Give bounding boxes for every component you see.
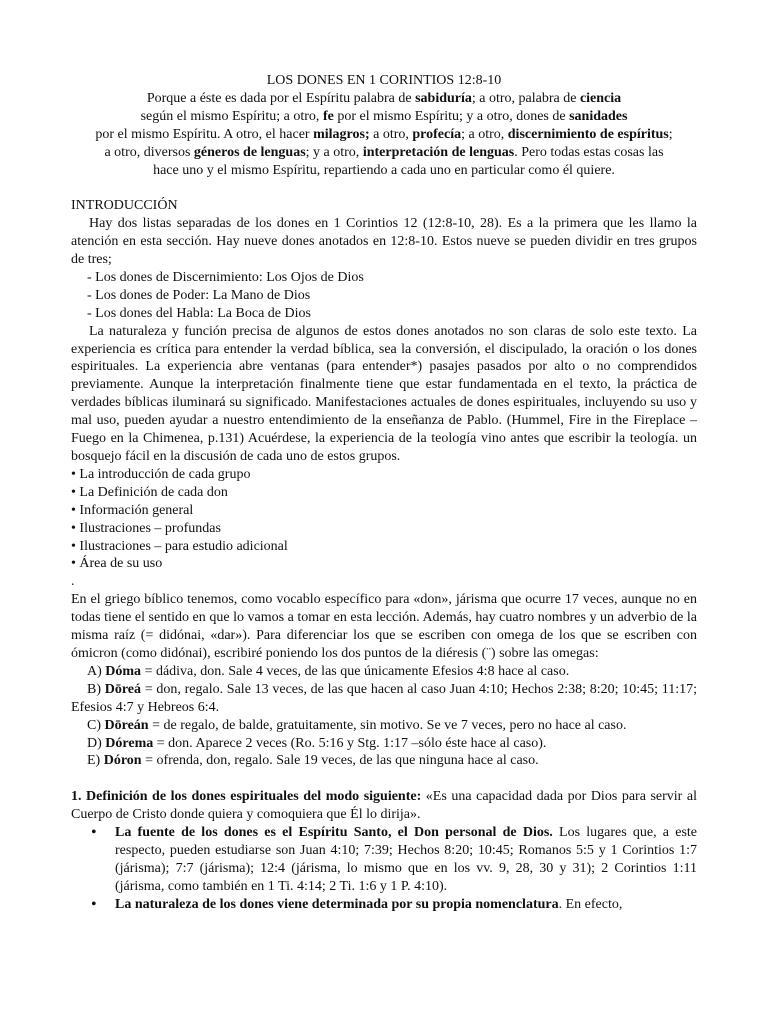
greek-terms-list — [71, 663, 697, 770]
spacer — [71, 770, 697, 788]
verse-bold-term: sanidades — [569, 108, 628, 124]
bullet-bold: La naturaleza de los dones viene determinada por su propia nomenclatura — [115, 896, 559, 912]
term-word: Dōreá — [104, 681, 142, 697]
intro-paragraph-2: La naturaleza y función precisa de algunos de estos dones anotados no son claras de solo este texto. La experiencia es crítica para entender la verdad bíblica, sea la conversión, el discipulado, la oración o los dones espirituales. La experiencia abre ventanas (para entender*) pasajes pasados por alto o no comprendidos previamente. Aunque la interpretación finalmente tiene que estar fundamentada en el texto, la práctica de verdades bíblicas iluminará su significado. Manifestaciones actuales de dones espirituales, incluyendo su uso y mal uso, pueden ayudar a nuestro entendimiento de la enseñanza de Pablo. (Hummel, Fire in the Fireplace – Fuego en la Chimenea, p.131) Acuérdese, la experiencia de la teología vino antes que escribir la teología. un bosquejo fácil en la discusión de cada uno de estos grupos. — [71, 323, 697, 465]
term-letter: E) — [87, 753, 104, 769]
term-definition: = ofrenda, don, regalo. Sale 19 veces, de las que ninguna hace al caso. — [141, 753, 539, 769]
greek-term-item — [71, 717, 697, 735]
bullet-text: Los lugares que, a este respecto, pueden estudiarse son Juan 4:10; 7:39; Hechos 8:20; 10:45; Romanos 5:5 y 1 Corintios 1:7 (járisma); 7:7 (járisma); 12:4 (járisma, lo mismo que en los vv. 9, 28, 30 y 31); 2 Corintios 1:11 (járisma, como también en 1 Ti. 4:14; 2 Ti. 1:6 y 1 P. 4:10). — [115, 825, 697, 894]
outline-list — [71, 466, 697, 573]
verse-line: por el mismo Espíritu. A otro, el hacer milagros; a otro, profecía; a otro, discernimiento de espíritus; — [95, 126, 673, 142]
intro-heading: INTRODUCCIÓN — [71, 198, 178, 214]
outline-item: • La introducción de cada grupo — [71, 466, 251, 482]
term-word: Dóron — [103, 753, 142, 769]
term-letter: D) — [87, 735, 106, 751]
term-definition: = dádiva, don. Sale 4 veces, de las que únicamente Efesios 4:8 hace al caso. — [141, 663, 570, 679]
verse-bold-term: discernimiento de espíritus — [507, 126, 669, 142]
verse-bold-term: milagros; — [313, 126, 370, 142]
section-1-bullets — [71, 824, 697, 914]
outline-item: • Área de su uso — [71, 556, 163, 572]
dot-line: . — [71, 574, 75, 590]
document-title: LOS DONES EN 1 CORINTIOS 12:8-10 — [266, 73, 502, 88]
section-1-heading: 1. Definición de los dones espirituales del modo siguiente: — [71, 789, 422, 805]
verse-bold-term: sabiduría — [415, 90, 472, 106]
greek-term-item — [71, 735, 697, 753]
term-letter: B) — [87, 681, 105, 697]
section-1-text: «Es una capacidad dada por Dios para servir al Cuerpo de Cristo donde quiera y comoquiera que Él lo dirija». — [71, 789, 697, 823]
outline-item: • Información general — [71, 502, 194, 518]
term-letter: C) — [87, 717, 105, 733]
gift-group-item: - Los dones de Poder: La Mano de Dios — [87, 287, 311, 303]
section-1-definition — [71, 788, 697, 824]
outline-item: • Ilustraciones – para estudio adicional — [71, 538, 288, 554]
bullet-item — [115, 824, 697, 896]
verse-line: hace uno y el mismo Espíritu, repartiendo a cada uno en particular como él quiere. — [153, 162, 615, 178]
greek-term-item — [71, 681, 697, 717]
verse-bold-term: ciencia — [579, 90, 622, 106]
bullet-text: . En efecto, — [558, 896, 623, 912]
term-letter: A) — [87, 663, 106, 679]
verse-bold-term: géneros de lenguas — [193, 144, 306, 160]
verse-line: según el mismo Espíritu; a otro, fe por el mismo Espíritu; y a otro, dones de sanidades — [140, 108, 628, 124]
greek-paragraph: En el griego bíblico tenemos, como vocablo específico para «don», járisma que ocurre 17 veces, aunque no en todas tiene el sentido en que lo vamos a tomar en esta lección. Además, hay cuatro nombres y un adverbio de la misma raíz (= didónai, «dar»). Para diferenciar los que se escriben con omega de los que se escriben con ómicron (como didónai), escribiré poniendo los dos puntos de la diéresis (¨) sobre las omegas: — [71, 592, 697, 661]
bullet-item — [115, 896, 697, 914]
verse-bold-term: fe — [322, 108, 334, 124]
spacer — [71, 179, 697, 197]
outline-item: • Ilustraciones – profundas — [71, 520, 221, 536]
greek-term-item — [71, 752, 697, 770]
bullet-bold: La fuente de los dones es el Espíritu Santo, el Don personal de Dios. — [115, 825, 553, 841]
term-definition: = don. Aparece 2 veces (Ro. 5:16 y Stg. 1:17 –sólo éste hace al caso). — [153, 735, 547, 751]
outline-item: • La Definición de cada don — [71, 484, 228, 500]
term-definition: = don, regalo. Sale 13 veces, de las que hacen al caso Juan 4:10; Hechos 2:38; 8:20; 10:45; 11:17; Efesios 4:7 y Hebreos 6:4. — [71, 681, 698, 715]
verse-line: Porque a éste es dada por el Espíritu palabra de sabiduría; a otro, palabra de ciencia — [146, 90, 622, 106]
intro-paragraph-1: Hay dos listas separadas de los dones en 1 Corintios 12 (12:8-10, 28). Es a la primera que les llamo la atención en esta sección. Hay nueve dones anotados en 12:8-10. Estos nueve se pueden dividir en tres grupos de tres; — [71, 216, 697, 268]
gift-group-item: - Los dones del Habla: La Boca de Dios — [87, 305, 311, 321]
verse-bold-term: interpretación de lenguas — [362, 144, 515, 160]
gift-group-item: - Los dones de Discernimiento: Los Ojos de Dios — [87, 269, 364, 285]
term-word: Dóma — [105, 663, 142, 679]
term-word: Dórema — [105, 735, 154, 751]
gift-groups-list — [71, 269, 697, 323]
verse-bold-term: profecía — [412, 126, 462, 142]
greek-term-item — [71, 663, 697, 681]
verse-block — [71, 90, 697, 180]
verse-line: a otro, diversos géneros de lenguas; y a otro, interpretación de lenguas. Pero todas estas cosas las — [104, 144, 664, 160]
term-definition: = de regalo, de balde, gratuitamente, sin motivo. Se ve 7 veces, pero no hace al caso. — [148, 717, 627, 733]
term-word: Dōreán — [104, 717, 149, 733]
